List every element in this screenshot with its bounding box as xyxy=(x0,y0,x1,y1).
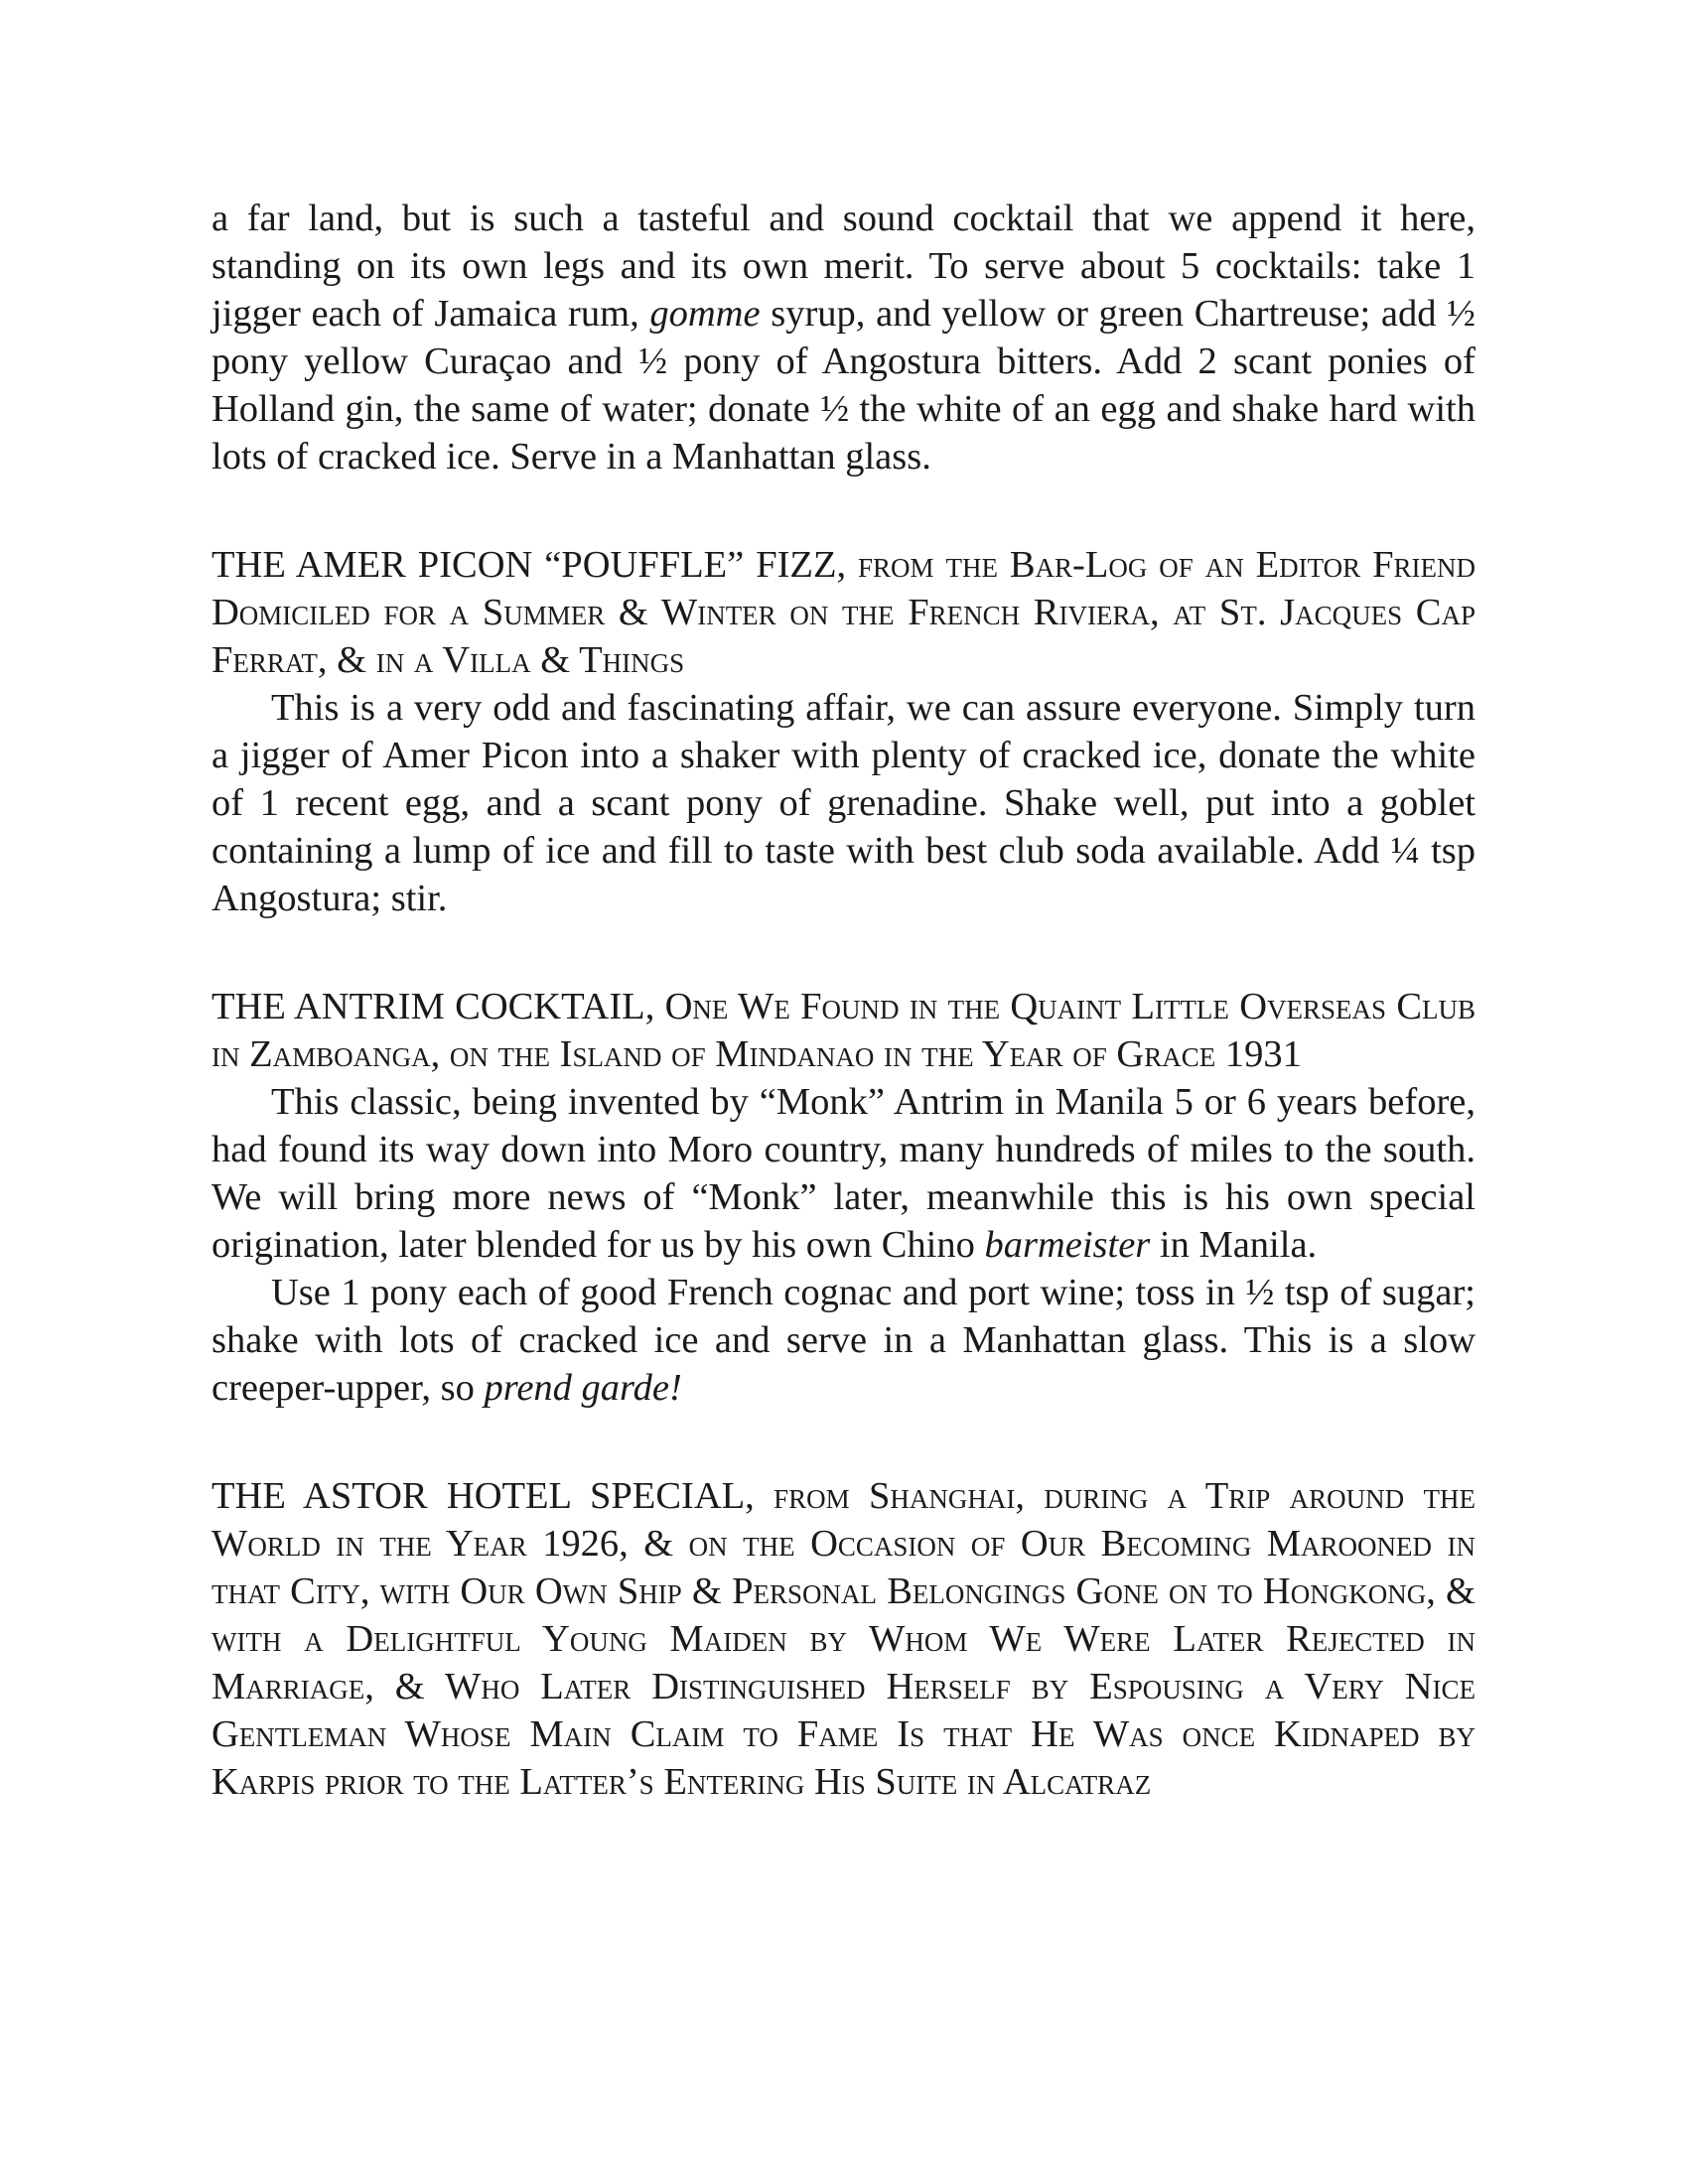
recipe-body-antrim-1 xyxy=(211,1078,1476,1269)
recipe-subtitle-antrim: One We Found in the Quaint Little Overseas Club in Zamboanga, on the Island of Mindanao in the Year of Grace 1931 xyxy=(211,986,1477,1075)
recipe-subtitle-amer-picon: from the Bar-Log of an Editor Friend Domiciled for a Summer & Winter on the French Riviera, at St. Jacques Cap Ferrat, & in a Villa & Things xyxy=(211,544,1476,681)
recipe-title-antrim: THE ANTRIM COCKTAIL, xyxy=(211,986,655,1027)
page-text xyxy=(211,195,1476,1806)
antrim-body2-italic-prend-garde: prend garde! xyxy=(484,1367,682,1409)
antrim-body1-text-1: This classic, being invented by “Monk” Antrim in Manila 5 or 6 years before, had found its way down into Moro country, many hundreds of miles to the south. We will bring more news of “Monk” later, meanwhile this is his own special origination, later blended for us by his own Chino xyxy=(211,1081,1476,1266)
carryover-text-1: a far land, but is such a tasteful and sound cocktail that we append it here, standing on its own legs and its own merit. To serve about 5 cocktails: take 1 jigger each of Jamaica rum, xyxy=(211,198,1476,335)
recipe-subtitle-astor: from Shanghai, during a Trip around the World in the Year 1926, & on the Occasion of Our Becoming Marooned in that City, with Our Own Ship & Personal Belongings Gone on to Hongkong, & with a Delightful Young Maiden by Whom We Were Later Rejected in Marriage, & Who Later Distinguished Herself by Espousing a Very Nice Gentleman Whose Main Claim to Fame Is that He Was once Kidnaped by Karpis prior to the Latter’s Entering His Suite in Alcatraz xyxy=(211,1475,1476,1803)
antrim-body2-text-1: Use 1 pony each of good French cognac and port wine; toss in ½ tsp of sugar; shake with lots of cracked ice and serve in a Manhattan glass. This is a slow creeper-upper, so xyxy=(211,1272,1476,1409)
recipe-heading-antrim xyxy=(211,983,1476,1078)
recipe-title-astor: THE ASTOR HOTEL SPECIAL, xyxy=(211,1475,755,1517)
recipe-heading-astor xyxy=(211,1472,1476,1806)
carryover-paragraph xyxy=(211,195,1476,480)
antrim-body1-text-2: in Manila. xyxy=(1150,1224,1318,1266)
antrim-body1-italic-barmeister: barmeister xyxy=(984,1224,1151,1266)
carryover-italic-gomme: gomme xyxy=(649,293,761,335)
recipe-title-amer-picon: THE AMER PICON “POUFFLE” FIZZ, xyxy=(211,544,847,586)
carryover-text-2: syrup, and yellow or green Chartreuse; add ½ pony yellow Curaçao and ½ pony of Angostura bitters. Add 2 scant ponies of Holland gin, the same of water; donate ½ the white of an egg and shake hard with lots of cracked ice. Serve in a Manhattan glass. xyxy=(211,293,1476,478)
recipe-heading-amer-picon xyxy=(211,541,1476,684)
recipe-body-amer-picon: This is a very odd and fascinating affair, we can assure everyone. Simply turn a jigger of Amer Picon into a shaker with plenty of cracked ice, donate the white of 1 recent egg, and a scant pony of grenadine. Shake well, put into a goblet containing a lump of ice and fill to taste with best club soda available. Add ¼ tsp Angostura; stir. xyxy=(211,687,1476,919)
recipe-body-antrim-2 xyxy=(211,1269,1476,1412)
